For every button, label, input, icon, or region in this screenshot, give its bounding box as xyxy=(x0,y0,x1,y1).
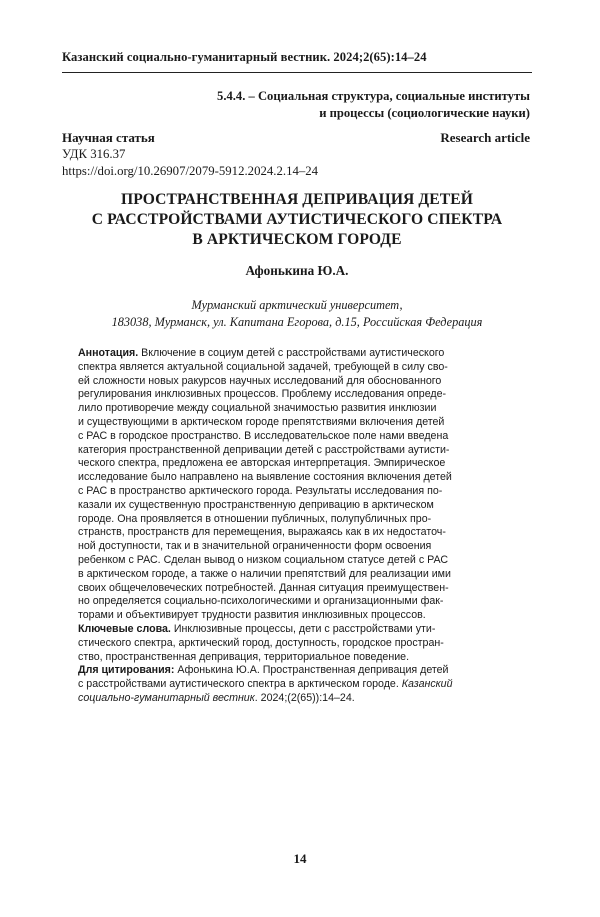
abstract-line: спектра является актуальной социальной задачей, требующей в силу сво- xyxy=(78,360,448,373)
section-code xyxy=(217,88,530,122)
page-number: 14 xyxy=(293,851,307,866)
citation-journal: Казанский xyxy=(401,678,453,691)
section-code-line-1: 5.4.4. – Социальная структура, социальные институты xyxy=(217,89,530,103)
udc-code: УДК 316.37 xyxy=(62,147,126,161)
keywords-line xyxy=(78,623,518,637)
abstract-line: регулирования инклюзивных процессов. Проблему исследования опреде- xyxy=(78,388,447,401)
citation-text: . 2024;(2(65)):14–24. xyxy=(254,691,355,704)
abstract-line: и существующими в арктическом городе препятствиями включения детей xyxy=(78,415,445,428)
abstract-line: категория пространственной депривации детей с расстройствами аутисти- xyxy=(78,443,450,456)
abstract-line: исследование было направлено на выявление состояния включения детей xyxy=(78,471,452,484)
abstract-line: странств, пространств для перемещения, выражаясь как в их недостаточ- xyxy=(78,526,446,539)
citation-text: Афонькина Ю.А. Пространственная депривация детей xyxy=(177,664,449,677)
abstract-line xyxy=(78,347,518,361)
citation-line xyxy=(78,692,518,706)
affiliation xyxy=(62,297,532,331)
title-line-2: С РАССТРОЙСТВАМИ АУТИСТИЧЕСКОГО СПЕКТРА xyxy=(91,211,503,228)
article-type-ru: Научная статья xyxy=(62,130,155,145)
title-line-3: В АРКТИЧЕСКОМ ГОРОДЕ xyxy=(192,231,402,248)
citation-text: с расстройствами аутистического спектра в арктическом городе. xyxy=(78,678,399,691)
abstract-line: лило противоречие между социальной значимостью развития инклюзии xyxy=(78,402,437,415)
abstract-line: с РАС в пространство арктического города. Результаты исследования по- xyxy=(78,484,443,497)
abstract-label: Аннотация. xyxy=(78,347,139,359)
abstract-block xyxy=(78,347,518,706)
abstract-line: казали их существенную пространственную депривацию в арктическом xyxy=(78,498,434,511)
abstract-line: ной доступности, так и в значительной ограниченности форм освоения xyxy=(78,540,432,553)
keywords-line: ство, пространственная депривация, территориальное поведение. xyxy=(78,650,410,663)
abstract-line: ей сложности новых ракурсов научных исследований для обоснованного xyxy=(78,374,442,387)
citation-line xyxy=(78,678,518,692)
abstract-line: ребенком с РАС. Сделан вывод о низком социальном статусе детей с РАС xyxy=(78,553,449,566)
abstract-line: но определяется социально-психологическими и организационными фак- xyxy=(78,595,444,608)
affiliation-line-1: Мурманский арктический университет, xyxy=(191,298,403,312)
abstract-text: Включение в социум детей с расстройствами аутистического xyxy=(141,347,445,359)
keywords-text: Инклюзивные процессы, дети с расстройствами ути- xyxy=(173,622,436,635)
keywords-label: Ключевые слова. xyxy=(78,622,171,635)
journal-header: Казанский социально-гуманитарный вестник. 2024;2(65):14–24 xyxy=(62,50,427,64)
citation-line xyxy=(78,664,518,678)
header-divider xyxy=(62,72,532,73)
section-code-line-2: и процессы (социологические науки) xyxy=(319,106,530,120)
abstract-line: торами и объективирует трудности развития инклюзивных процессов. xyxy=(78,609,426,622)
title-line-1: ПРОСТРАНСТВЕННАЯ ДЕПРИВАЦИЯ ДЕТЕЙ xyxy=(121,191,473,208)
abstract-line: своих общечеловеческих потребностей. Данная ситуация преимуществен- xyxy=(78,581,449,594)
citation-journal: социально-гуманитарный вестник xyxy=(78,691,255,704)
author-name: Афонькина Ю.А. xyxy=(245,263,349,278)
abstract-line: с РАС в городское пространство. В исследовательское поле нами введена xyxy=(78,429,449,442)
abstract-line: в арктическом городе, а также о наличии препятствий для реализации ими xyxy=(78,567,451,580)
affiliation-line-2: 183038, Мурманск, ул. Капитана Егорова, д.15, Российская Федерация xyxy=(111,315,483,329)
article-type-en: Research article xyxy=(440,130,530,145)
doi-link[interactable]: https://doi.org/10.26907/2079-5912.2024.2.14–24 xyxy=(62,164,319,178)
keywords-line: стического спектра, арктический город, доступность, городское простран- xyxy=(78,636,444,649)
abstract-line: ческого спектра, предложена ее авторская интерпретация. Эмпирическое xyxy=(78,457,446,470)
abstract-line: городе. Она проявляется в отношении публичных, полупубличных про- xyxy=(78,512,432,525)
citation-label: Для цитирования: xyxy=(78,664,175,677)
article-title xyxy=(62,190,532,250)
